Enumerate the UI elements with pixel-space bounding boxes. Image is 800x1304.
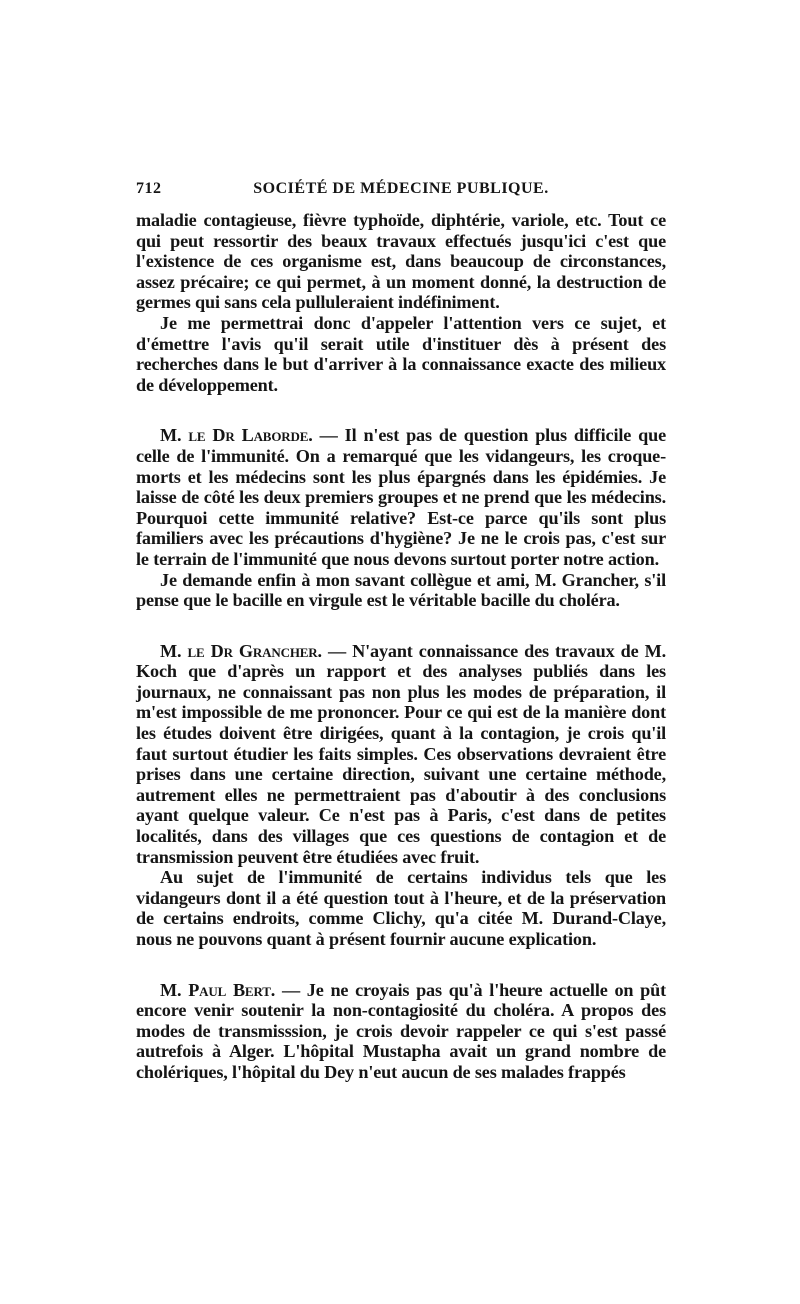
running-title: SOCIÉTÉ DE MÉDECINE PUBLIQUE. bbox=[253, 180, 549, 197]
speech-grancher bbox=[136, 641, 666, 868]
speaker-name: M. le Dr Grancher. bbox=[160, 640, 322, 661]
speaker-name: M. le Dr Laborde. bbox=[160, 425, 313, 446]
paragraph-1: maladie contagieuse, fièvre typhoïde, diphtérie, variole, etc. Tout ce qui peut ressortir des beaux travaux effectués jusqu'ici c'est que l'existence de ces organisme est, dans beaucoup de circonstances, assez précaire; ce qui permet, à un moment donné, la destruction de germes qui sans cela pulluleraient indéfiniment. bbox=[136, 210, 666, 313]
paragraph-6: Au sujet de l'immunité de certains individus tels que les vidangeurs dont il a été question tout à l'heure, et de la préservation de certains endroits, comme Clichy, qu'a citée M. Durand-Claye, nous ne pouvons quant à présent fournir aucune explication. bbox=[136, 867, 666, 949]
paragraph-4: Je demande enfin à mon savant collègue et ami, M. Grancher, s'il pense que le bacille en virgule est le véritable bacille du choléra. bbox=[136, 569, 666, 611]
paragraph-2: Je me permettrai donc d'appeler l'attention vers ce sujet, et d'émettre l'avis qu'il serait utile d'instituer dès à présent des recherches dans le but d'arriver à la connaissance exacte des milieux de développement. bbox=[136, 312, 666, 395]
page-header bbox=[136, 180, 666, 210]
speech-paul-bert bbox=[136, 980, 666, 1083]
speech-text: — Je ne croyais pas qu'à l'heure actuelle on pût encore venir soutenir la non-contagiosité du choléra. A propos des modes de transmisssion, je crois devoir rappeler ce qui s'est passé autrefois à Alger. L'hôpital Mustapha avait un grand nombre de cholériques, l'hôpital du Dey n'eut aucun de ses malades frappés bbox=[136, 979, 666, 1082]
document-page bbox=[136, 180, 666, 1083]
speaker-name: M. Paul Bert. bbox=[160, 979, 276, 1000]
speech-laborde bbox=[136, 425, 666, 569]
speech-text: — Il n'est pas de question plus difficile que celle de l'immunité. On a remarqué que les vidangeurs, les croque-morts et les médecins sont les plus épargnés dans les épidémies. Je laisse de côté les deux premiers groupes et ne prend que les médecins. Pourquoi cette immunité relative? Est-ce parce qu'ils sont plus familiers avec les précautions d'hygiène? Je ne le crois pas, c'est sur le terrain de l'immunité que nous devons surtout porter notre action. bbox=[136, 425, 666, 569]
speech-text: — N'ayant connaissance des travaux de M. Koch que d'après un rapport et des analyses publiés dans les journaux, ne connaissant pas non plus les modes de préparation, il m'est impossible de me prononcer. Pour ce qui est de la manière dont les études doivent être dirigées, quant à la contagion, je crois qu'il faut surtout étudier les faits simples. Ces observations devraient être prises dans une certaine direction, suivant une certaine méthode, autrement elles ne permettraient pas d'aboutir à des conclusions ayant quelque valeur. Ce n'est pas à Paris, c'est dans de petites localités, dans des villages que ces questions de contagion et de transmission peuvent être étudiées avec fruit. bbox=[136, 640, 666, 867]
page-number: 712 bbox=[136, 180, 162, 197]
